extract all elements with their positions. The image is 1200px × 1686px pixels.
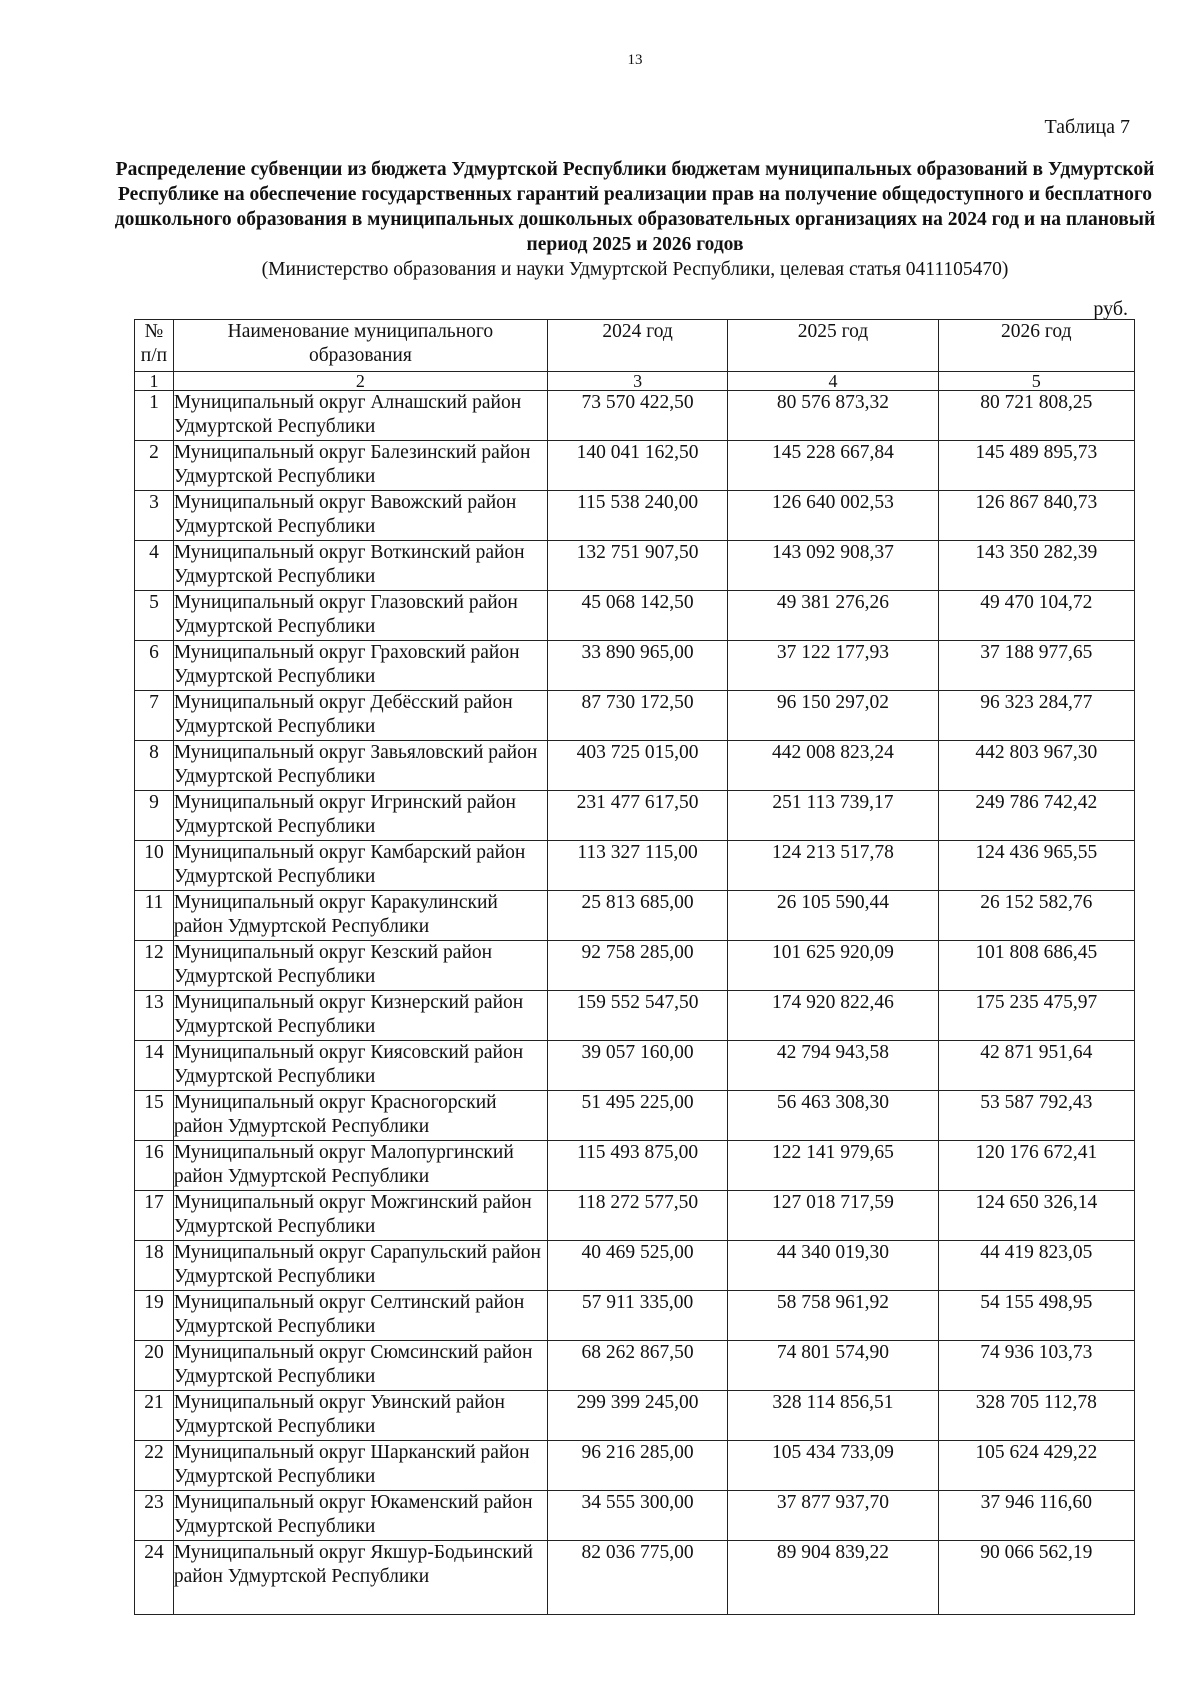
- value-2024: 115 538 240,00: [547, 491, 727, 541]
- row-number: 6: [135, 641, 174, 691]
- value-2024: 33 890 965,00: [547, 641, 727, 691]
- row-number: 3: [135, 491, 174, 541]
- table-row: [135, 691, 1135, 741]
- table-row: [135, 1341, 1135, 1391]
- value-2024: 132 751 907,50: [547, 541, 727, 591]
- value-2025: 44 340 019,30: [728, 1241, 938, 1291]
- table-row: [135, 1141, 1135, 1191]
- header-municipality: Наименование муниципального образования: [173, 320, 547, 372]
- municipality-name: Муниципальный округ Граховский район Удмуртской Республики: [173, 641, 547, 691]
- row-number: 13: [135, 991, 174, 1041]
- table-row: [135, 1041, 1135, 1091]
- value-2024: 113 327 115,00: [547, 841, 727, 891]
- value-2024: 92 758 285,00: [547, 941, 727, 991]
- value-2025: 37 877 937,70: [728, 1491, 938, 1541]
- header-2024: 2024 год: [547, 320, 727, 372]
- value-2026: 126 867 840,73: [938, 491, 1134, 541]
- table-row: [135, 491, 1135, 541]
- value-2025: 126 640 002,53: [728, 491, 938, 541]
- municipality-name: Муниципальный округ Киясовский район Удмуртской Республики: [173, 1041, 547, 1091]
- table-row: [135, 841, 1135, 891]
- value-2024: 159 552 547,50: [547, 991, 727, 1041]
- currency-unit: руб.: [1093, 298, 1128, 320]
- value-2025: 89 904 839,22: [728, 1541, 938, 1615]
- value-2024: 45 068 142,50: [547, 591, 727, 641]
- value-2026: 328 705 112,78: [938, 1391, 1134, 1441]
- value-2024: 231 477 617,50: [547, 791, 727, 841]
- value-2025: 37 122 177,93: [728, 641, 938, 691]
- row-number: 21: [135, 1391, 174, 1441]
- table-body: [135, 391, 1135, 1615]
- value-2026: 124 436 965,55: [938, 841, 1134, 891]
- table-row: [135, 541, 1135, 591]
- value-2024: 115 493 875,00: [547, 1141, 727, 1191]
- title-block: [100, 157, 1170, 282]
- row-number: 15: [135, 1091, 174, 1141]
- row-number: 4: [135, 541, 174, 591]
- value-2025: 96 150 297,02: [728, 691, 938, 741]
- column-number: 4: [728, 372, 938, 391]
- value-2025: 442 008 823,24: [728, 741, 938, 791]
- column-number: 1: [135, 372, 174, 391]
- municipality-name: Муниципальный округ Игринский район Удмуртской Республики: [173, 791, 547, 841]
- row-number: 5: [135, 591, 174, 641]
- row-number: 22: [135, 1441, 174, 1491]
- value-2024: 34 555 300,00: [547, 1491, 727, 1541]
- table-row: [135, 1391, 1135, 1441]
- row-number: 23: [135, 1491, 174, 1541]
- municipality-name: Муниципальный округ Камбарский район Удмуртской Республики: [173, 841, 547, 891]
- municipality-name: Муниципальный округ Каракулинский район Удмуртской Республики: [173, 891, 547, 941]
- value-2025: 122 141 979,65: [728, 1141, 938, 1191]
- page-number: 13: [627, 52, 643, 68]
- value-2025: 174 920 822,46: [728, 991, 938, 1041]
- table-row: [135, 991, 1135, 1041]
- value-2026: 54 155 498,95: [938, 1291, 1134, 1341]
- value-2024: 68 262 867,50: [547, 1341, 727, 1391]
- value-2026: 442 803 967,30: [938, 741, 1134, 791]
- municipality-name: Муниципальный округ Сюмсинский район Удмуртской Республики: [173, 1341, 547, 1391]
- table-row: [135, 741, 1135, 791]
- table-row: [135, 1441, 1135, 1491]
- municipality-name: Муниципальный округ Кизнерский район Удмуртской Республики: [173, 991, 547, 1041]
- value-2026: 42 871 951,64: [938, 1041, 1134, 1091]
- municipality-name: Муниципальный округ Юкаменский район Удмуртской Республики: [173, 1491, 547, 1541]
- municipality-name: Муниципальный округ Балезинский район Удмуртской Республики: [173, 441, 547, 491]
- row-number: 2: [135, 441, 174, 491]
- subsidy-table: [134, 319, 1135, 1615]
- table-row: [135, 1491, 1135, 1541]
- row-number: 18: [135, 1241, 174, 1291]
- value-2024: 140 041 162,50: [547, 441, 727, 491]
- municipality-name: Муниципальный округ Вавожский район Удмуртской Республики: [173, 491, 547, 541]
- row-number: 19: [135, 1291, 174, 1341]
- municipality-name: Муниципальный округ Глазовский район Удмуртской Республики: [173, 591, 547, 641]
- row-number: 7: [135, 691, 174, 741]
- municipality-name: Муниципальный округ Малопургинский район Удмуртской Республики: [173, 1141, 547, 1191]
- document-subtitle: (Министерство образования и науки Удмуртской Республики, целевая статья 0411105470): [261, 259, 1009, 280]
- municipality-name: Муниципальный округ Дебёсский район Удмуртской Республики: [173, 691, 547, 741]
- table-row: [135, 941, 1135, 991]
- value-2024: 51 495 225,00: [547, 1091, 727, 1141]
- table-row: [135, 641, 1135, 691]
- value-2024: 299 399 245,00: [547, 1391, 727, 1441]
- value-2025: 26 105 590,44: [728, 891, 938, 941]
- value-2026: 49 470 104,72: [938, 591, 1134, 641]
- table-row: [135, 891, 1135, 941]
- municipality-name: Муниципальный округ Кезский район Удмуртской Республики: [173, 941, 547, 991]
- column-number: 2: [173, 372, 547, 391]
- municipality-name: Муниципальный округ Сарапульский район Удмуртской Республики: [173, 1241, 547, 1291]
- value-2026: 105 624 429,22: [938, 1441, 1134, 1491]
- row-number: 24: [135, 1541, 174, 1615]
- row-number: 14: [135, 1041, 174, 1091]
- table-row: [135, 1291, 1135, 1341]
- row-number: 1: [135, 391, 174, 441]
- value-2025: 80 576 873,32: [728, 391, 938, 441]
- value-2026: 37 946 116,60: [938, 1491, 1134, 1541]
- municipality-name: Муниципальный округ Селтинский район Удмуртской Республики: [173, 1291, 547, 1341]
- value-2024: 73 570 422,50: [547, 391, 727, 441]
- table-row: [135, 1241, 1135, 1291]
- value-2025: 74 801 574,90: [728, 1341, 938, 1391]
- municipality-name: Муниципальный округ Воткинский район Удмуртской Республики: [173, 541, 547, 591]
- value-2026: 143 350 282,39: [938, 541, 1134, 591]
- municipality-name: Муниципальный округ Увинский район Удмуртской Республики: [173, 1391, 547, 1441]
- header-number: № п/п: [135, 320, 174, 372]
- value-2024: 25 813 685,00: [547, 891, 727, 941]
- table-row: [135, 791, 1135, 841]
- table-row: [135, 1191, 1135, 1241]
- value-2025: 56 463 308,30: [728, 1091, 938, 1141]
- row-number: 20: [135, 1341, 174, 1391]
- value-2026: 124 650 326,14: [938, 1191, 1134, 1241]
- table-header-row: [135, 320, 1135, 372]
- value-2024: 87 730 172,50: [547, 691, 727, 741]
- row-number: 12: [135, 941, 174, 991]
- row-number: 9: [135, 791, 174, 841]
- value-2026: 96 323 284,77: [938, 691, 1134, 741]
- table-row: [135, 441, 1135, 491]
- table-row: [135, 391, 1135, 441]
- table-row: [135, 591, 1135, 641]
- value-2025: 127 018 717,59: [728, 1191, 938, 1241]
- value-2026: 175 235 475,97: [938, 991, 1134, 1041]
- value-2026: 37 188 977,65: [938, 641, 1134, 691]
- value-2024: 118 272 577,50: [547, 1191, 727, 1241]
- municipality-name: Муниципальный округ Красногорский район Удмуртской Республики: [173, 1091, 547, 1141]
- municipality-name: Муниципальный округ Можгинский район Удмуртской Республики: [173, 1191, 547, 1241]
- value-2025: 42 794 943,58: [728, 1041, 938, 1091]
- header-2026: 2026 год: [938, 320, 1134, 372]
- row-number: 11: [135, 891, 174, 941]
- value-2024: 57 911 335,00: [547, 1291, 727, 1341]
- value-2025: 328 114 856,51: [728, 1391, 938, 1441]
- value-2025: 124 213 517,78: [728, 841, 938, 891]
- value-2025: 251 113 739,17: [728, 791, 938, 841]
- value-2025: 143 092 908,37: [728, 541, 938, 591]
- value-2026: 90 066 562,19: [938, 1541, 1134, 1615]
- municipality-name: Муниципальный округ Алнашский район Удмуртской Республики: [173, 391, 547, 441]
- value-2024: 403 725 015,00: [547, 741, 727, 791]
- column-number-row: [135, 372, 1135, 391]
- value-2024: 39 057 160,00: [547, 1041, 727, 1091]
- value-2024: 82 036 775,00: [547, 1541, 727, 1615]
- value-2026: 80 721 808,25: [938, 391, 1134, 441]
- row-number: 17: [135, 1191, 174, 1241]
- row-number: 8: [135, 741, 174, 791]
- value-2026: 26 152 582,76: [938, 891, 1134, 941]
- row-number: 16: [135, 1141, 174, 1191]
- value-2024: 96 216 285,00: [547, 1441, 727, 1491]
- value-2025: 58 758 961,92: [728, 1291, 938, 1341]
- value-2025: 49 381 276,26: [728, 591, 938, 641]
- municipality-name: Муниципальный округ Шарканский район Удмуртской Республики: [173, 1441, 547, 1491]
- document-title: Распределение субвенции из бюджета Удмуртской Республики бюджетам муниципальных образований в Удмуртской Республике на обеспечение государственных гарантий реализации прав на получение общедоступного и бесплатного дошкольного образования в муниципальных дошкольных образовательных организациях на 2024 год и на плановый период 2025 и 2026 годов: [114, 159, 1156, 255]
- value-2026: 249 786 742,42: [938, 791, 1134, 841]
- header-2025: 2025 год: [728, 320, 938, 372]
- column-number: 3: [547, 372, 727, 391]
- table-row: [135, 1541, 1135, 1615]
- value-2024: 40 469 525,00: [547, 1241, 727, 1291]
- value-2025: 101 625 920,09: [728, 941, 938, 991]
- column-number: 5: [938, 372, 1134, 391]
- value-2026: 44 419 823,05: [938, 1241, 1134, 1291]
- table-label: Таблица 7: [1044, 116, 1130, 138]
- value-2026: 120 176 672,41: [938, 1141, 1134, 1191]
- value-2026: 53 587 792,43: [938, 1091, 1134, 1141]
- municipality-name: Муниципальный округ Якшур-Бодьинский район Удмуртской Республики: [173, 1541, 547, 1615]
- municipality-name: Муниципальный округ Завьяловский район Удмуртской Республики: [173, 741, 547, 791]
- value-2026: 101 808 686,45: [938, 941, 1134, 991]
- value-2025: 145 228 667,84: [728, 441, 938, 491]
- value-2026: 145 489 895,73: [938, 441, 1134, 491]
- value-2026: 74 936 103,73: [938, 1341, 1134, 1391]
- table-row: [135, 1091, 1135, 1141]
- value-2025: 105 434 733,09: [728, 1441, 938, 1491]
- row-number: 10: [135, 841, 174, 891]
